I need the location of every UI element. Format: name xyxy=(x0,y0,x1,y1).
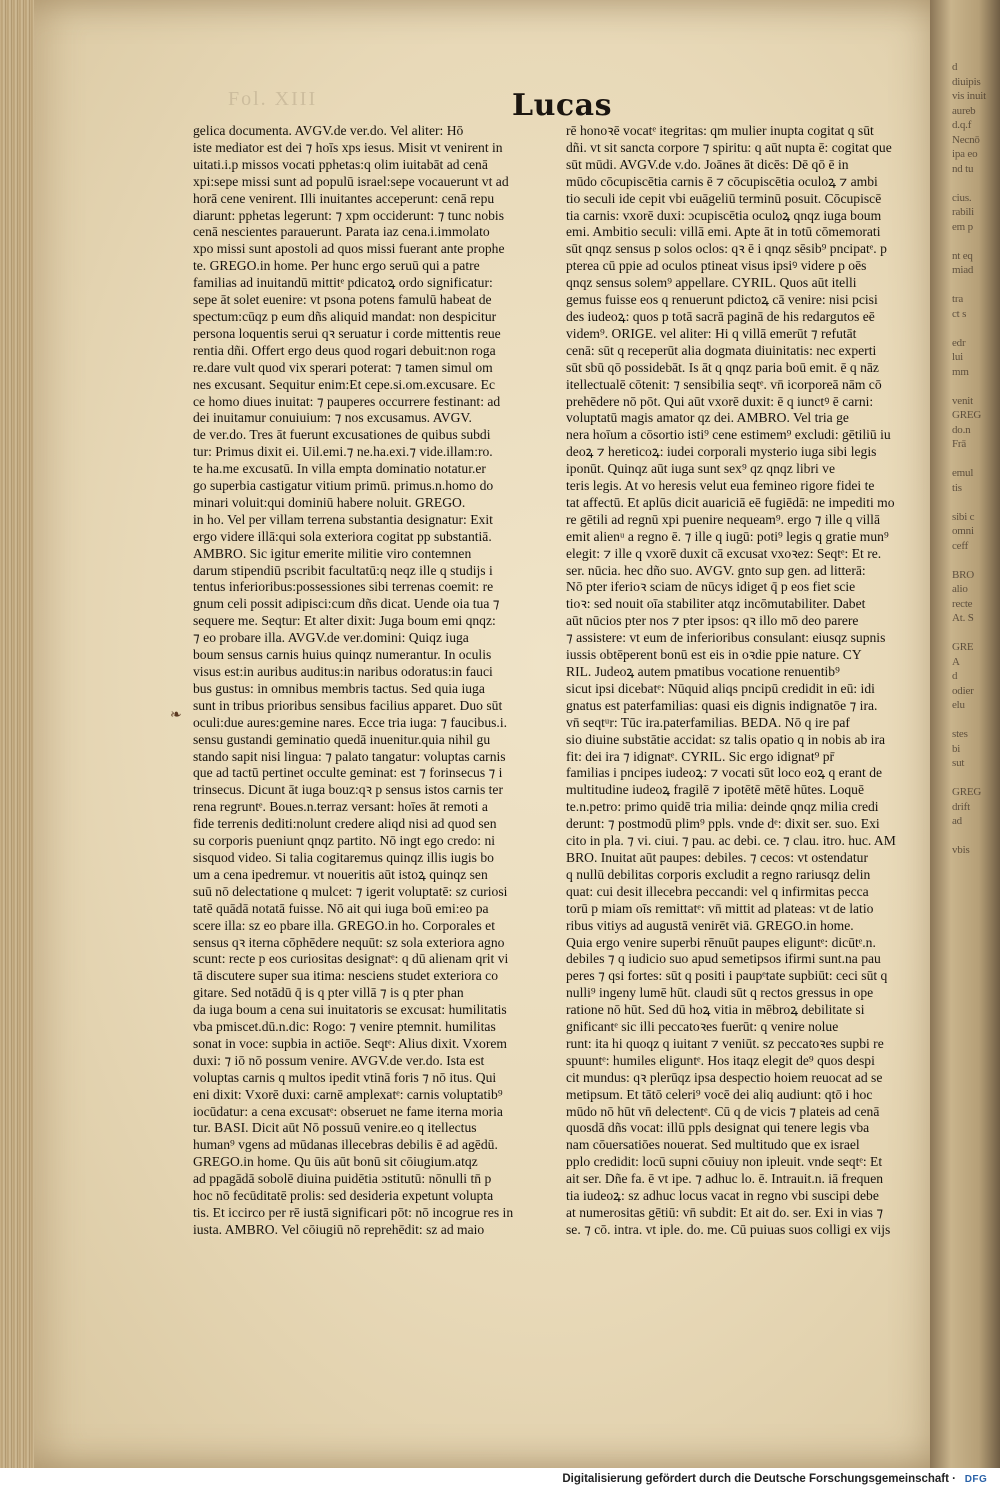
text-line: duxi: ⁊ iō nō possum venire. AVGV.de ver.do. Ista est xyxy=(193,1052,485,1068)
text-line: darum stipendiū pscribit facultatū:q neqz ille q studijs i xyxy=(193,562,493,578)
text-line: fit: dei ira ⁊ idignatᵉ. CYRIL. Sic ergo idignat⁹ pr̄ xyxy=(566,748,835,764)
text-line: mūdo cōcupiscētia carnis ē ⁊ cōcupiscētia oculoꝝ ⁊ ambi xyxy=(566,173,878,189)
text-line: qnqz sensus solem⁹ appellare. CYRIL. Quos aūt itelli xyxy=(566,275,857,291)
text-line: pterea cū ppie ad oculos ptineat visus ipsiꝰ videre p oēs xyxy=(566,258,867,274)
text-line: ⁊ eo probare illa. AVGV.de ver.domini: Quiqz iuga xyxy=(193,630,469,646)
text-line: at numerositas gētiū: vn̄ subdit: Et ait do. ser. Exi in vias ⁊ xyxy=(566,1205,884,1220)
text-line: gelica documenta. AVGV.de ver.do. Vel aliter: Hō xyxy=(193,123,464,138)
text-line: minari voluit:qui dominiū habere noluit. GREGO. xyxy=(193,494,466,510)
text-line: tat affectū. Et aplūs dicit auariciā eē fugiēdā: ne impediti mo xyxy=(566,494,895,510)
text-line: quat: cui desit illecebra peccandi: vel q infirmitas pecca xyxy=(566,883,869,899)
text-line: spuuntᵉ: humiles eliguntᵉ. Hos itaqz elegit de⁹ quos despi xyxy=(566,1052,875,1068)
text-line: GREGO.in home. Qu ūis aūt bonū sit cōiugium.atqz xyxy=(193,1154,478,1170)
text-line: des iudeoꝝ: quos p totā sacrā paginā de his redargutos eē xyxy=(566,308,875,324)
text-line: tā discutere super sua itima: nesciens studet exteriora co xyxy=(193,968,498,984)
left-text-column xyxy=(193,123,563,1239)
text-line: q nullū debilitas corporis excludit a regno rariusqz delin xyxy=(566,866,871,882)
text-line: dei inuitamur conuiuium: ⁊ nos excusamus. AVGV. xyxy=(193,410,472,426)
text-line: peres ⁊ qsi fortes: sūt q positi i paupᵉtate supbiūt: ceci sūt q xyxy=(566,968,888,984)
text-line: uitati.i.p missos vocati pphetas:q olim iuitabāt ad cenā xyxy=(193,156,488,172)
text-line: hoc nō fecūditatē prolis: sed desideria expetunt volupta xyxy=(193,1188,494,1204)
text-line: fide terrenis dediti:nolunt credere aliqd nisi ad quod sen xyxy=(193,816,497,832)
text-line: Quia ergo venire superbi rēnuūt paupes eliguntᵉ: dicūtᵉ.n. xyxy=(566,934,876,950)
text-line: metipsum. Et tātō celeri⁹ vocē dei aliq audiunt: qtō i hoc xyxy=(566,1086,873,1102)
text-line: ce homo diues inuitat: ⁊ pauperes occurrere festinant: ad xyxy=(193,393,501,409)
text-line: vn̄ seqtᵘr: Tūc ira.paterfamilias. BEDA. Nō q ire paf xyxy=(566,714,850,730)
text-line: suū nō delectatione q mulcet: ⁊ igerit voluptatē: sz curiosi xyxy=(193,883,508,899)
text-line: diarunt: pphetas legerunt: ⁊ xpm occiderunt: ⁊ tunc nobis xyxy=(193,207,504,223)
text-line: xpi:sepe missi sunt ad populū israel:sepe vocauerunt vt ad xyxy=(193,173,509,189)
dfg-logo: DFG xyxy=(964,1474,988,1485)
text-line: scere illa: sz eo pbare illa. GREGO.in ho. Corporales et xyxy=(193,917,495,933)
text-line: xpo missi sunt apostoli ad quos missi fuerant ante prophe xyxy=(193,241,505,257)
text-line: re gētili ad regnū xpi puenire nequeam⁹. ergo ⁊ ille q villā xyxy=(566,511,880,527)
text-line: um a cena ipedremur. vt noueritis aūt istoꝝ quinqz sen xyxy=(193,866,488,882)
text-line: mūdo nō hūt vn̄ delectentᵉ. Cū q de vicis ⁊ plateis ad cenā xyxy=(566,1103,880,1119)
text-line: familias ad inuitandū mittitᵉ pdicatoꝝ ordo significatur: xyxy=(193,275,493,291)
text-line: emi. Ambitio seculi: villā emi. Apte āt in totū cōmemorati xyxy=(566,224,881,240)
text-line: iussis obtēperent bonū est eis in oꝛdie ppie nature. CY xyxy=(566,647,862,663)
text-line: nam cōuersatiōes nouerat. Sed multitudo que ex israel xyxy=(566,1137,860,1153)
text-line: bus gustus: in omnibus membris tactus. Sed quia iuga xyxy=(193,680,485,696)
text-line: sonat in voce: supbia in actiōe. Seqtᵉ: Alius dixit. Vxorem xyxy=(193,1035,507,1051)
text-line: voluptatū magis amator qz dei. AMBRO. Vel tria ge xyxy=(566,410,849,426)
text-line: su corporis pueniunt qnqz partito. Nō ingt ego credo: ni xyxy=(193,833,496,849)
text-line: nes excusant. Sequitur enim:Et cepe.si.om.excusare. Ec xyxy=(193,376,495,392)
running-head: Lucas xyxy=(512,88,612,123)
text-line: scunt: recte p eos curiositas designatᵉ: q dū alienam qrit vi xyxy=(193,951,509,967)
text-line: tio seculi ide cepit vbi euāgeliū terminū posuit. Cōcupiscē xyxy=(566,190,882,206)
text-line: eni dixit: Vxorē duxi: carnē amplexatᵉ: carnis voluptatib⁹ xyxy=(193,1086,503,1102)
text-line: rē honoꝛē vocatᵉ itegritas: qm mulier inupta cogitat q sūt xyxy=(566,123,874,138)
facing-page-text: d diuipis vis inuit aureb d.q.f Necnō ipa eo nd tu cius. rabili em p nt eq miad tra ct s edr lui mm venit GREG do.n Frā emul tis sibi c omni ceff BRO alio recte At. S GRE A d odier elu stes bi sut GREG drift ad vbis xyxy=(952,61,986,856)
text-line: BRO. Inuitat aūt paupes: debiles. ⁊ cecos: vt ostendatur xyxy=(566,849,868,865)
text-line: sūt sbū qō possidebāt. Is āt q qnqz paria boū emit. ē q nāz xyxy=(566,359,879,375)
text-line: gnificantᵉ sic illi peccatoꝛes fuerūt: q venire nolue xyxy=(566,1019,839,1035)
text-line: te ha.me excusatū. In villa empta dominatio notatur.er xyxy=(193,461,486,477)
text-line: horā cene venirent. Illi inuitantes acceperunt: cenā repu xyxy=(193,190,495,206)
text-line: oculi:due aures:gemine nares. Ecce tria iuga: ⁊ faucibus.i. xyxy=(193,714,508,730)
text-line: que ad tactū pertinet occulte geminat: est ⁊ forinsecus ⁊ i xyxy=(193,765,503,781)
text-line: sūt mūdi. AVGV.de v.do. Joānes āt dicēs: Dē qō ē in xyxy=(566,156,849,172)
text-line: in ho. Vel per villam terrena substantia designatur: Exit xyxy=(193,511,493,527)
text-line: ⁊ assistere: vt eum de inferioribus consulant: eiusqz supnis xyxy=(566,630,886,646)
text-line: da iuga boum a cena sui inuitatoris se excusat: humilitatis xyxy=(193,1002,507,1018)
text-line: iusta. AMBRO. Vel cōiugiū nō reprehēdit: sz ad maio xyxy=(193,1221,485,1237)
text-line: cito in pla. ⁊ vi. ciui. ⁊ pau. ac debi. ce. ⁊ clau. itro. huc. AM xyxy=(566,833,896,849)
text-line: ergo videre illā:qui sola exteriora cogitat pp substantiā. xyxy=(193,528,492,544)
text-line: spectum:cūqz p eum dñs aliquid mandat: non despicitur xyxy=(193,308,497,324)
text-line: iste mediator est dei ⁊ hoīs xps iesus. Misit vt venirent in xyxy=(193,139,503,155)
text-line: tia iudeoꝝ: sz adhuc locus vacat in regno vbi suscipi debe xyxy=(566,1188,879,1204)
text-line: persona loquentis serui qꝛ seruatur i corde mittentis reue xyxy=(193,325,501,341)
text-line: trinsecus. Dicunt āt iuga bouz:qꝛ p sensus istos carnis ter xyxy=(193,782,503,798)
text-line: aūt nūcios pter nos ⁊ pter ipsos: qꝛ illo mō deo parere xyxy=(566,613,859,629)
text-line: emit alienᵘ a regno ē. ⁊ ille q iugū: poti⁹ legis q gratie mun⁹ xyxy=(566,528,889,544)
text-line: nulli⁹ ingeny lumē hūt. claudi sūt q rectos gressus in ope xyxy=(566,985,874,1001)
text-line: re.dare vult quod vix sperari poterat: ⁊ tamen simul om xyxy=(193,359,493,375)
text-line: gitare. Sed notādū q̄ is q pter villā ⁊ is q pter phan xyxy=(193,985,464,1001)
text-line: Nō pter iferioꝛ sciam de nūcys idiget q̄ p eos fiet scie xyxy=(566,579,856,595)
text-line: sunt in tribus prioribus sensibus facilius apparet. Duo sūt xyxy=(193,697,503,713)
text-line: multitudine iudeoꝝ fragilē ⁊ ipotētē mētē hūtes. Loquē xyxy=(566,782,865,798)
text-line: prehēdere nō pōt. Qui aūt vxorē duxit: ē q iunctꝰ ē carni: xyxy=(566,393,874,409)
text-line: deoꝝ ⁊ hereticoꝝ: iudei corporali mysterio iuga sibi legis xyxy=(566,444,877,460)
right-text-column xyxy=(566,123,936,1239)
text-line: debiles ⁊ q iudicio suo apud semetipsos ifirmi sunt.na pau xyxy=(566,951,881,967)
text-line: te.n.petro: primo quidē tria milia: deinde qnqz milia credi xyxy=(566,799,879,815)
text-line: gnum celi possit adipisci:cum dñs dicat. Uende oia tua ⁊ xyxy=(193,596,500,612)
text-line: quosdā dñs vocat: illū ppls designat qui tenere legis vba xyxy=(566,1120,870,1136)
text-line: tentus inferioribus:possessiones sibi terrenas coemit: re xyxy=(193,579,494,595)
text-line: tatē quādā notatā fuisse. Nō ait qui iuga boū emi:eo pa xyxy=(193,900,489,916)
text-line: tis. Et iccirco per rē iustā significari pōt: nō incogrue res in xyxy=(193,1205,514,1220)
text-line: nera hoīum a cōsortio isti⁹ cene estimem⁹ excludi: gētiliū iu xyxy=(566,427,891,443)
text-line: dñi. vt sit sancta corpore ⁊ spiritu: q aūt nupta ē: cogitat que xyxy=(566,139,892,155)
text-line: runt: ita hi quoqz q iuitant ⁊ veniūt. sz peccatoꝛes supbi re xyxy=(566,1035,884,1051)
text-line: ad ppagādā sobolē diuina puidētia ɔstitutū: nōnulli tn̄ p xyxy=(193,1171,492,1187)
text-line: ait ser. Dñe fa. ē vt ipe. ⁊ adhuc lo. ē. Intrauit.n. iā frequen xyxy=(566,1171,884,1187)
text-line: visus est:in auribus auditus:in naribus odoratus:in fauci xyxy=(193,664,493,679)
text-line: tur: Primus dixit ei. Uil.emi.⁊ ne.ha.exi.⁊ vide.illam:ro. xyxy=(193,444,493,460)
text-line: sio diuine substātie accidat: sz talis opatio q in nobis ab ira xyxy=(566,731,886,747)
text-line: itellectualē cōtenit: ⁊ sensibilia seqtᵉ. vn̄ icorporeā nām cō xyxy=(566,376,882,392)
text-line: human⁹ vgens ad mūdanas illecebras debilis ē ad agēdū. xyxy=(193,1137,498,1153)
text-line: se. ⁊ cō. intra. vt iple. do. me. Cū puiuas suos colligi ex vijs xyxy=(566,1221,891,1237)
text-line: gnatus est paterfamilias: quasi eis dignis indignatōe ⁊ ira. xyxy=(566,697,878,713)
text-line: derunt: ⁊ postmodū plim⁹ ppls. vnde dᵉ: dixit ser. suo. Exi xyxy=(566,816,880,832)
text-line: voluptas carnis q multos ipedit vtinā foris ⁊ nō itus. Qui xyxy=(193,1069,497,1085)
text-line: tia carnis: vxorē duxi: ɔcupiscētia oculoꝝ qnqz iuga boum xyxy=(566,207,882,223)
text-line: sicut ipsi dicebatᵉ: Nūquid aliqs pncipū credidit in eū: idi xyxy=(566,680,875,696)
text-line: tioꝛ: sed nouit oīa stabiliter atqz incōmutabiliter. Dabet xyxy=(566,596,866,612)
text-line: go superbia castigatur vitium primū. primus.n.homo do xyxy=(193,478,494,494)
bleed-through-header: Fol. XIII xyxy=(228,88,318,110)
text-line: rena regruntᵉ. Boues.n.terraz versant: hoīes āt remoti a xyxy=(193,799,488,815)
text-line: boum sensus carnis huius quinqz numerantur. In oculis xyxy=(193,647,492,663)
text-line: elegit: ⁊ ille q vxorē duxit cā excusat vxoꝛez: Seqtᵉ: Et re. xyxy=(566,545,882,561)
text-line: AMBRO. Sic igitur emerite militie viro contemnen xyxy=(193,545,472,561)
text-line: ratione nō hūt. Sed dū hoꝝ vitia in mēbroꝝ debilitate si xyxy=(566,1002,865,1018)
text-line: RIL. Judeoꝝ autem pmatibus vocatione renuentib⁹ xyxy=(566,664,840,679)
text-line: cenā nescientes parauerunt. Parata iaz cena.i.immolato xyxy=(193,224,490,240)
funding-credit: Digitalisierung gefördert durch die Deutsche Forschungsgemeinschaft · xyxy=(562,1473,956,1485)
text-line: pplo credidit: locū supni cōuiuy non ipleuit. vnde seqtᵉ: Et xyxy=(566,1154,883,1170)
text-line: gemus fuisse eos q renuerunt pdictoꝝ cā venire: nisi pcisi xyxy=(566,292,878,308)
text-line: iocūdatur: a cena excusatᵉ: obseruet ne fame iterna moria xyxy=(193,1103,503,1119)
text-line: torū p miam oīs remittatᵉ: vn̄ mittit ad plateas: vt de latio xyxy=(566,900,874,916)
text-line: te. GREGO.in home. Per hunc ergo seruū qui a patre xyxy=(193,258,480,274)
marginal-pointer-icon: ❧ xyxy=(170,707,182,723)
text-line: cit mundus: qꝛ plerūqz ipsa despectio hoiem reuocat ad se xyxy=(566,1069,883,1085)
text-line: familias i pncipes iudeoꝝ: ⁊ vocati sūt loco eoꝝ q erant de xyxy=(566,765,883,781)
text-line: sensu gustandi geminatio quedā inuenitur.quia nihil gu xyxy=(193,731,491,747)
text-line: iponūt. Quinqz aūt iuga sunt sex⁹ qz qnqz libri ve xyxy=(566,461,836,477)
text-line: stando sapit nisi lingua: ⁊ palato tangatur: voluptas carnis xyxy=(193,748,506,764)
text-line: videm⁹. ORIGE. vel aliter: Hi q villā emerūt ⁊ refutāt xyxy=(566,325,857,341)
text-line: de ver.do. Tres āt fuerunt excusationes de quibus subdi xyxy=(193,427,491,443)
text-line: teris legis. At vo heresis velut eua femineo rigore fidei te xyxy=(566,478,875,494)
text-line: sepe āt solet euenire: vt psona potens famulū habeat de xyxy=(193,292,492,308)
text-line: ser. nūcia. hec dño suo. AVGV. gnto sup gen. ad litterā: xyxy=(566,562,866,578)
text-line: sisquod video. Si talia cogitaremus quinqz illis iugis bo xyxy=(193,849,494,865)
text-line: sequere me. Seqtur: Et alter dixit: Juga boum emi qnqz: xyxy=(193,613,496,629)
text-line: rentia dñi. Offert ergo deus quod rogari debuit:non roga xyxy=(193,342,496,358)
text-line: sūt qnqz sensus p solos oclos: qꝛ ē i qnqz sēsib⁹ pncipatᵉ. p xyxy=(566,241,887,257)
text-line: ribus vitiys ad augustā venirēt viā. GREGO.in home. xyxy=(566,917,854,933)
digitization-footer xyxy=(0,1468,1000,1492)
text-line: cenā: sūt q receperūt alia dogmata diuinitatis: nec experti xyxy=(566,342,877,358)
text-line: tur. BASI. Dicit aūt Nō possuū venire.eo q itellectus xyxy=(193,1120,477,1136)
text-line: sensus qꝛ iterna cōphēdere nequūt: sz sola exteriora agno xyxy=(193,934,505,950)
text-line: vba pmiscet.dū.n.dic: Rogo: ⁊ venire ptemnit. humilitas xyxy=(193,1019,496,1035)
